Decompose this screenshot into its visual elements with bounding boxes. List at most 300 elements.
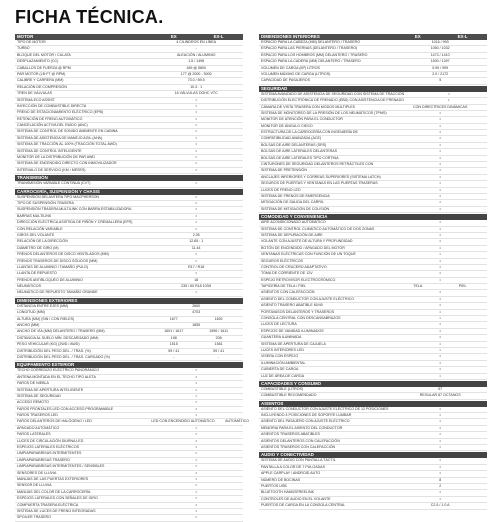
spec-label: ESPEJO RETROVISOR ELECTROCRÓMICO [261, 277, 336, 282]
spec-value: • [439, 277, 441, 282]
spec-value: • [439, 136, 441, 141]
spec-label: VENTANAS ELÉCTRICAS CON FUNCIÓN DE UN TOQUE [261, 252, 356, 257]
spec-label: VOLUMEN MÁXIMO DE CARGA (LITROS) [261, 71, 331, 76]
spec-value: • [195, 368, 197, 373]
spec-label: CANCELACIÓN ACTIVA DEL RUIDO (ANC) [17, 123, 88, 128]
spec-label: FRENO DE ESTACIONAMIENTO ELÉCTRICO (EPB) [17, 110, 104, 115]
spec-value: • [195, 207, 197, 212]
spec-value-exl: 59 / 41 [213, 348, 225, 353]
spec-value: • [439, 316, 441, 321]
spec-value: 1400 / 1397 [430, 59, 450, 64]
spec-label: ESPEJOS DE VANIDAD ILUMINADOS [261, 328, 324, 333]
spec-label: APAGADO AUTOMÁTICO [17, 425, 60, 430]
spec-value: • [439, 181, 441, 186]
table-row [15, 355, 243, 361]
spec-value: • [439, 354, 441, 359]
spec-label: TECHO CORREDIZO ELÉCTRICO PANORÁMICO [17, 368, 99, 373]
spec-value: 8 [439, 477, 442, 482]
spec-value: • [439, 258, 441, 263]
spec-value: • [195, 103, 197, 108]
spec-label: PAR MOTOR (LB·FT @ RPM) [17, 71, 66, 76]
spec-label: NEUMÁTICO DE REPUESTO TAMAÑO GRANDE [17, 290, 98, 295]
spec-value: • [439, 296, 441, 301]
spec-label: NÚMERO DE BOCINAS [261, 477, 301, 482]
spec-value: • [439, 271, 441, 276]
spec-label: SISTEMA DE CONTROL DE SONIDO AMBIENTE EN CABINA [17, 129, 118, 134]
spec-label: TAPICERÍA DE TELA / PIEL [261, 284, 307, 289]
spec-label: ESPACIO PARA LA CABEZA (MM) DELANTERO / TRASERO [261, 40, 361, 44]
spec-label: COMBUSTIBLE RECOMENDADO [261, 393, 317, 398]
spec-value: • [439, 419, 441, 424]
spec-value: • [439, 162, 441, 167]
spec-value: • [195, 508, 197, 513]
spec-value: • [439, 413, 441, 418]
spec-label: FAROS DE NIEBLA [17, 381, 49, 386]
spec-label: SENSOR DE LLUVIA [17, 483, 52, 488]
spec-value: R17 / R18 [188, 264, 205, 269]
spec-label: MANIJAS DEL COLOR DE LA CARROCERÍA [17, 489, 91, 494]
spec-label: TRANSMISIÓN VARIABLE CONTINUA (CVT) [17, 181, 91, 186]
spec-value: • [439, 425, 441, 430]
section-title: CAPACIDADES Y CONSUMO [261, 380, 322, 386]
spec-label: FRENOS ANTIBLOQUEO DE ALUMINIO [17, 277, 83, 282]
spec-label: TIPO DE MOTOR [17, 40, 46, 44]
spec-label: APPLE CARPLAY / ANDROID AUTO [261, 471, 321, 476]
spec-value-exl: AUTOMÁTICO [225, 419, 249, 424]
spec-value: • [195, 515, 197, 520]
spec-label: COMBUSTIBLE (LITROS) [261, 386, 304, 391]
spec-label: CUBIERTA DE CARGA [261, 367, 299, 372]
spec-value: • [439, 367, 441, 372]
spec-value: • [439, 174, 441, 179]
spec-value: • [448, 98, 450, 103]
spec-table-left [15, 33, 249, 522]
spec-label: SISTEMA ECO ASSIST [17, 97, 55, 102]
spec-label: CABALLOS DE FUERZA @ RPM [17, 65, 71, 70]
spec-label: SENSORES DE LLUVIA [17, 470, 57, 475]
spec-value: • [439, 232, 441, 237]
spec-label: LUCES DE FRENO LED [261, 187, 301, 192]
spec-label: BLOQUE DEL MOTOR / CULATA [17, 52, 71, 57]
spec-value: • [195, 135, 197, 140]
spec-label: BARRAS MULTILINK [17, 213, 52, 218]
spec-value-ex: - [173, 354, 175, 359]
spec-value: 18 [194, 277, 199, 282]
spec-label: SISTEMA DE CONTROL CLIMÁTICO AUTOMÁTICO DE DOS ZONAS [261, 226, 375, 231]
spec-value: 1473 / 1410 [430, 52, 450, 57]
column-header-ex: EX [414, 34, 421, 39]
spec-value: ALEACIÓN / ALUMINIO [177, 52, 216, 57]
spec-value: • [195, 271, 197, 276]
table-row [15, 515, 243, 521]
spec-label: SISTEMA DE PRETENSIÓN [261, 168, 307, 173]
spec-value: • [439, 245, 441, 250]
spec-label: MONITOR DE ÁNGULO CIEGO [261, 123, 313, 128]
spec-value: • [439, 206, 441, 211]
spec-label: MANIJAS DE LAS PUERTAS EXTERIORES [17, 477, 89, 481]
spec-value: • [195, 129, 197, 134]
spec-label: SISTEMA DE AUDIO CON PANTALLA TÁCTIL [261, 458, 336, 463]
section-title: COMODIDAD Y CONVENIENCIA [261, 214, 328, 220]
spec-label: ESTRUCTURA DE LA CARROCERÍA CON INGENIERÍA DE [261, 130, 358, 135]
spec-value: • [195, 290, 197, 295]
spec-label: SISTEMA DE APERTURA INTELIGENTE [17, 387, 84, 392]
spec-value: 2.35 [192, 232, 200, 237]
spec-label: ASIENTOS DELANTEROS CON CALEFACCIÓN [261, 438, 340, 443]
spec-label: SPOILER TRASERO [17, 515, 51, 520]
spec-value: • [439, 220, 441, 225]
section-title: MOTOR [17, 34, 34, 39]
spec-value: • [195, 445, 197, 450]
section-title: SEGURIDAD [261, 85, 288, 91]
spec-label: DISTANCIA AL SUELO MÍN. DESCARGADO (MM) [17, 335, 99, 340]
spec-value: • [195, 457, 197, 462]
spec-label: CONTROL DE CRUCERO ADAPTATIVO [261, 264, 327, 269]
spec-label: INTERVALO DE SERVICIO (KM / MESES) [17, 167, 86, 172]
spec-label: CON RELACIÓN VARIABLE [17, 226, 63, 231]
spec-value: 1016 / 993 [431, 40, 449, 44]
spec-value: • [439, 117, 441, 122]
spec-value: • [439, 360, 441, 365]
spec-value: 73.0 / 89.5 [187, 78, 205, 83]
spec-value-ex: LED CON ENCENDIDO AUTOMÁTICO [151, 419, 215, 424]
spec-value: • [195, 413, 197, 418]
spec-label: PESO VEHICULAR (KG) (2WD / AWD) [17, 342, 80, 347]
spec-label: LIMPIAPARABRISAS TRASERO [17, 457, 70, 462]
spec-label: ASIENTO TRASERO ABATIBLE 60/40 [261, 303, 323, 308]
spec-value: • [195, 381, 197, 386]
spec-value: • [195, 393, 197, 398]
spec-value: • [439, 155, 441, 160]
spec-label: BOLSAS DE AIRE LATERALES TIPO CORTINA [261, 155, 339, 160]
spec-value: • [439, 328, 441, 333]
spec-value: 1.5 / 1498 [188, 59, 205, 64]
spec-label: CONTROLES DE AUDIO EN EL VOLANTE [261, 496, 331, 501]
spec-value: • [195, 161, 197, 166]
spec-value: • [439, 438, 441, 443]
spec-value: • [195, 438, 197, 443]
spec-value: 5 [439, 78, 442, 83]
spec-value: • [195, 374, 197, 379]
spec-value-exl: 1581 [214, 342, 223, 347]
spec-value: • [439, 130, 441, 135]
spec-value: • [439, 290, 441, 295]
spec-value: 10.3 : 1 [190, 84, 203, 89]
spec-value-exl: 1692 [214, 316, 223, 321]
spec-label: TURBO [17, 46, 30, 51]
spec-value: • [195, 226, 197, 231]
spec-label: COMPUERTA TRASERA ELÉCTRICA [17, 502, 79, 507]
spec-value: 4703 [192, 310, 201, 315]
spec-label: VISERA CON ESPEJO [261, 354, 299, 359]
spec-label: MONITOR DE ATENCIÓN PARA EL CONDUCTOR [261, 117, 343, 122]
spec-label: SUSPENSIÓN DELANTERA TIPO MACPHERSON [17, 194, 100, 199]
spec-value: • [439, 142, 441, 147]
spec-value: • [195, 213, 197, 218]
spec-label: SEGUROS DE PUERTAS Y VENTANAS EN LAS PUERTAS TRASERAS [261, 181, 378, 186]
spec-label: NEUMÁTICOS [17, 284, 41, 289]
spec-label: LUCES INTERIORES LED [261, 347, 304, 352]
table-row [259, 207, 487, 213]
spec-value: • [439, 303, 441, 308]
section-title: AUDIO Y CONECTIVIDAD [261, 452, 314, 458]
spec-label: CÁMARA DE VISTA TRASERA CON MODOS MÚLTIPLES [261, 104, 356, 109]
spec-label: SISTEMA DE APERTURA DE CAJUELA [261, 341, 326, 346]
spec-value: • [439, 168, 441, 173]
spec-label: ILUMINACIÓN AMBIENTAL [261, 360, 306, 365]
spec-value: • [195, 220, 197, 225]
spec-value: • [195, 477, 197, 481]
spec-label: LUCES DE LECTURA [261, 322, 297, 327]
spec-label: PUERTOS USB [261, 484, 287, 488]
spec-label: SISTEMA DE LUCES DE FRENO INTEGRADAS [17, 508, 96, 513]
table-row [15, 181, 243, 187]
spec-label: ANTENA MONTADA EN EL TECHO TIPO ALETA [17, 374, 96, 379]
spec-label: DIRECCIÓN ELÉCTRICA ASISTIDA DE PIÑÓN Y CREMALLERA (EPS) [17, 220, 133, 225]
section-title: DIMENSIONES EXTERIORES [17, 297, 78, 303]
spec-value: - [195, 46, 197, 51]
table-row [15, 168, 243, 174]
spec-value: 1855 [192, 323, 201, 328]
spec-label: DIÁMETRO DE GIRO (M) [17, 245, 59, 250]
spec-label: LLANTA DE REPUESTO [17, 271, 57, 276]
spec-label: TREN DE VÁLVULAS [17, 91, 53, 96]
spec-value: • [195, 123, 197, 128]
spec-value: 2 [439, 484, 442, 488]
spec-value: • [439, 471, 441, 476]
spec-value: • [439, 200, 441, 205]
table-row [15, 290, 243, 296]
spec-value: • [195, 387, 197, 392]
spec-label: INYECCIÓN DE COMBUSTIBLE DIRECTA [17, 103, 87, 108]
spec-label: GUANTERA ILUMINADA [261, 335, 302, 340]
spec-value-ex: 1515 [169, 342, 178, 347]
spec-label: ASIENTO DEL PASAJERO CON AJUSTE ELÉCTRICO [261, 419, 350, 424]
spec-label: LIMPIAPARABRISAS INTERMITENTES / SENSIBLES [17, 464, 105, 469]
spec-value: REGULAR 87 OCTANOS [419, 393, 461, 398]
section-title: DIMENSIONES INTERIORES [261, 34, 320, 39]
spec-label: SISTEMA AVANZADO DE ASISTENCIA DE SEGURIDAD CON SISTEMA DE TRACCIÓN [261, 91, 405, 96]
spec-label: LIMPIAPARABRISAS INTERMITENTES [17, 451, 82, 456]
spec-label: FRENOS TRASEROS DE DISCO SÓLIDOS (MM) [17, 258, 98, 263]
section-title: EQUIPAMIENTO EXTERIOR [17, 362, 75, 368]
spec-label: LONGITUD (MM) [17, 310, 45, 315]
spec-value: • [195, 110, 197, 115]
column-header-exl: EX-L [457, 34, 468, 39]
spec-value: • [195, 470, 197, 475]
spec-label: GIROS DEL VOLANTE [17, 232, 55, 237]
page-title: FICHA TÉCNICA. [15, 7, 164, 27]
spec-value: 4 CILINDROS EN LÍNEA [176, 40, 217, 44]
spec-value: • [439, 187, 441, 192]
table-row [259, 78, 487, 84]
spec-label: SEGUROS ELÉCTRICOS [261, 258, 303, 263]
spec-label: RELACIÓN DE COMPRESIÓN [17, 84, 67, 89]
table-row [259, 393, 487, 399]
spec-label: MITIGACIÓN DE SALIDA DEL CARRIL [261, 200, 324, 205]
spec-label: FRENOS DELANTEROS DE DISCO VENTILADOS (MM) [17, 252, 109, 257]
spec-value: • [195, 496, 197, 501]
spec-label: ESPEJOS LATERALES CON SEÑALES DE GIRO [17, 496, 98, 501]
spec-value: • [195, 181, 197, 186]
section-title: ASIENTOS [261, 400, 284, 406]
table-row [259, 445, 487, 451]
spec-value: • [439, 347, 441, 352]
spec-value: • [195, 155, 197, 160]
spec-value: • [439, 226, 441, 231]
spec-label: SISTEMA DE MONITOREO DE LA PRESIÓN DE LOS NEUMÁTICOS (TPMS) [261, 110, 387, 115]
spec-value: 12.65 : 1 [189, 239, 204, 244]
spec-value: • [195, 483, 197, 488]
spec-value: 177 @ 2000 - 5000 [180, 71, 212, 76]
spec-label: ESPEJOS LATERALES ELÉCTRICOS [17, 445, 80, 450]
column-header-exl: EX-L [213, 34, 224, 39]
spec-value: • [195, 464, 197, 469]
spec-value: • [195, 400, 197, 405]
spec-label: DISTRIBUCIÓN ELECTRÓNICA DE FRENADO (EBD) CON ASISTENCIA DE FRENADO [261, 98, 404, 103]
spec-label: DISTRIBUCIÓN DEL PESO DEL. / TRAS. (%) [17, 348, 91, 353]
spec-label: ALTURA (MM) (SIN / CON RIELES) [17, 316, 75, 321]
spec-label: MEMORIA PARA EL ASIENTO DEL CONDUCTOR [261, 425, 343, 430]
spec-label: ANCLAJES INFERIORES Y CORREAS SUPERIORES (SISTEMA LATCH) [261, 174, 381, 179]
spec-label: ACCESO REMOTO [17, 400, 49, 405]
spec-value: • [439, 193, 441, 198]
spec-label: ESPACIO PARA LA CADERA (MM) DELANTERO / TRASERO [261, 59, 361, 64]
spec-label: BOLSAS DE AIRE LATERALES DELANTERAS [261, 149, 338, 154]
table-row [259, 374, 487, 380]
spec-label: ESPACIO PARA LOS HOMBROS (MM) DELANTERO / TRASERO [261, 52, 368, 57]
spec-label: TIPO DE SUSPENSIÓN TRASERA [17, 200, 74, 205]
spec-label: LLANTAS DE ALUMINIO / TAMAÑO (PULG) [17, 264, 89, 269]
spec-label: AIRE ACONDICIONADO AUTOMÁTICO [261, 220, 326, 225]
spec-label: INCLUYENDO 4 POSICIONES DE SOPORTE LUMBAR [261, 413, 352, 418]
table-row [259, 503, 487, 509]
spec-value: • [195, 194, 197, 199]
spec-label: ASIENTOS CON CALEFACCIÓN [261, 290, 315, 295]
spec-value: 1050 / 1032 [430, 46, 450, 51]
spec-label: CONSOLA CENTRAL CON DESCANSABRAZOS [261, 316, 341, 321]
spec-value: • [195, 167, 197, 172]
spec-label: SUSPENSIÓN TRASERA MULTILINK CON BARRA ESTABILIZADORA [17, 207, 132, 212]
spec-label: FAROS DELANTEROS DE HALÓGENO / LED [17, 419, 92, 424]
spec-label: ESPACIO PARA LAS PIERNAS (DELANTERO / TRASERO) [261, 46, 358, 51]
spec-label: ASIENTOS TRASEROS CON CALEFACCIÓN [261, 445, 336, 450]
spec-value: • [439, 335, 441, 340]
spec-label: PORTAVASOS DELANTEROS Y TRASEROS [261, 309, 335, 314]
spec-value: • [439, 322, 441, 327]
spec-label: PUERTOS DE CARGA EN LA CONSOLA CENTRAL [261, 503, 346, 508]
spec-label: DISTRIBUCIÓN DEL PESO DEL. / TRAS. CARGADO (%) [17, 354, 110, 359]
spec-label: FAROS LATERALES [17, 432, 51, 437]
spec-value: • [195, 489, 197, 494]
spec-value: • [195, 252, 197, 257]
column-header-ex: EX [170, 34, 177, 39]
spec-value: • [439, 252, 441, 257]
spec-value: 2660 [192, 303, 201, 308]
spec-label: BOTÓN DE ENCENDIDO / APAGADO DEL MOTOR [261, 245, 345, 250]
spec-label: DISTANCIA ENTRE EJES (MM) [17, 303, 69, 308]
spec-label: SISTEMA DE CONTROL INTELIGENTE [17, 148, 82, 153]
spec-value: • [439, 264, 441, 269]
spec-label: PANTALLA A COLOR DE 7 PULGADAS [261, 464, 325, 469]
spec-value: • [195, 502, 197, 507]
spec-label: BLUETOOTH HANDSFREELINK [261, 490, 315, 495]
spec-value-exl: - [217, 354, 220, 359]
spec-value: • [195, 406, 197, 411]
spec-value: • [439, 496, 441, 501]
spec-value: 11.44 [191, 245, 201, 250]
spec-value: • [195, 425, 197, 430]
spec-label: COMPATIBILIDAD AVANZADA (ACE) [261, 136, 322, 141]
spec-label: FAROS FRONTALES LED CON ACCESO PROGRAMABLE [17, 406, 114, 411]
spec-value: • [439, 309, 441, 314]
spec-value: 235 / 60 R18 103H [181, 284, 212, 289]
spec-value: CON DIRECTRICES DINÁMICAS [413, 104, 468, 109]
spec-value: 2.0 / 2172 [432, 71, 449, 76]
spec-value-ex: TELA [413, 284, 423, 289]
spec-value: • [195, 148, 197, 153]
spec-label: CINTURONES DE SEGURIDAD DELANTEROS RETRÁCTILES CON [261, 162, 374, 167]
spec-label: SISTEMA DE FRENOS DE EMERGENCIA [261, 193, 330, 198]
spec-value: • [439, 432, 441, 437]
spec-label: LUCES DE CIRCULACIÓN DIURNA LED [17, 438, 84, 443]
spec-value: • [195, 200, 197, 205]
spec-value: • [195, 142, 197, 147]
spec-value: • [439, 458, 441, 463]
spec-value-exl: 1596 / 1611 [209, 329, 228, 334]
spec-value-ex: 1601 / 1617 [164, 329, 184, 334]
spec-value: • [195, 258, 197, 263]
spec-value: • [439, 149, 441, 154]
spec-value: • [439, 445, 441, 450]
spec-value: • [439, 341, 441, 346]
spec-value: • [439, 239, 441, 244]
spec-value: • [439, 406, 441, 411]
spec-value: • [195, 451, 197, 456]
spec-value: • [439, 464, 441, 469]
spec-value: • [195, 432, 197, 437]
spec-label: LUZ DE ÁREA DE CARGA [261, 373, 305, 378]
spec-value: 189 @ 5800 [186, 65, 206, 70]
spec-value: • [448, 91, 450, 96]
spec-label: SISTEMA DE ASISTENCIA DE MANEJO AGIL (AHA) [17, 135, 103, 140]
spec-label: SISTEMA DE TRACCIÓN AL 100% (TRACCIÓN TOTAL AWD) [17, 142, 117, 147]
spec-table-right [259, 33, 487, 510]
spec-label: SISTEMA DE DEPURACIÓN DE AIRE [261, 232, 323, 237]
spec-value-ex: 198 [170, 335, 177, 340]
spec-value-exl: PIEL [458, 284, 467, 289]
spec-label: ANCHO (MM) [17, 323, 40, 328]
spec-label: VOLUMEN DE CARGA (M³) LITROS [261, 65, 320, 70]
spec-label: SISTEMA DE ENCENDIDO DIRECTO CON INMOVILIZADOR [17, 161, 117, 166]
section-title: TRANSMISIÓN [17, 175, 48, 181]
spec-label: SISTEMA DE MITIGACIÓN DE COLISIÓN [261, 206, 330, 211]
spec-value: • [439, 123, 441, 128]
spec-label: RELACIÓN DE LA DIRECCIÓN [17, 239, 68, 244]
spec-label: ASIENTO DEL CONDUCTOR CON AJUSTE ELÉCTRICO DE 12 POSICIONES [261, 406, 389, 411]
spec-value: 16 VÁLVULAS DOHC VTC [174, 91, 218, 96]
spec-label: DESPLAZAMIENTO (CC) [17, 59, 59, 64]
spec-label: SISTEMA DE SEGURIDAD [17, 393, 61, 398]
spec-value-ex: 59 / 41 [168, 348, 180, 353]
spec-label: CAPACIDAD DE PASAJEROS [261, 78, 310, 83]
spec-label: ASIENTO DEL CONDUCTOR CON AJUSTE ELÉCTRICO [261, 296, 354, 301]
spec-label: MONITOR DE LA DISTRIBUCIÓN DE PAR AWD [17, 155, 96, 160]
spec-value: • [439, 110, 441, 115]
spec-label: RETENCIÓN DE FRENO AUTOMÁTICO [17, 116, 83, 121]
spec-value: • [195, 97, 197, 102]
spec-label: ASIENTOS TRASEROS ABATIBLES [261, 432, 320, 437]
